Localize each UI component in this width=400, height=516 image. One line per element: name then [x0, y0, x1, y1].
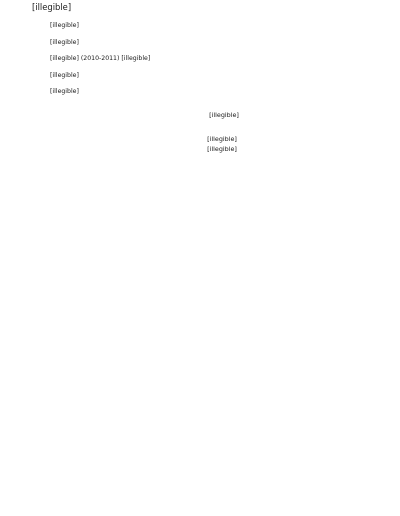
signature-name: [illegible] — [207, 145, 237, 154]
paragraph-3: [illegible] (2010-2011) [illegible] — [50, 55, 151, 63]
paragraph-2: [illegible] — [50, 38, 79, 46]
document-title: [illegible] — [32, 2, 72, 12]
signature-position: [illegible] — [207, 134, 237, 143]
paragraph-1: [illegible] — [50, 22, 79, 29]
paragraph-4: [illegible] — [50, 71, 79, 79]
closing-line: [illegible] — [209, 110, 239, 119]
paragraph-5: [illegible] — [50, 88, 79, 96]
